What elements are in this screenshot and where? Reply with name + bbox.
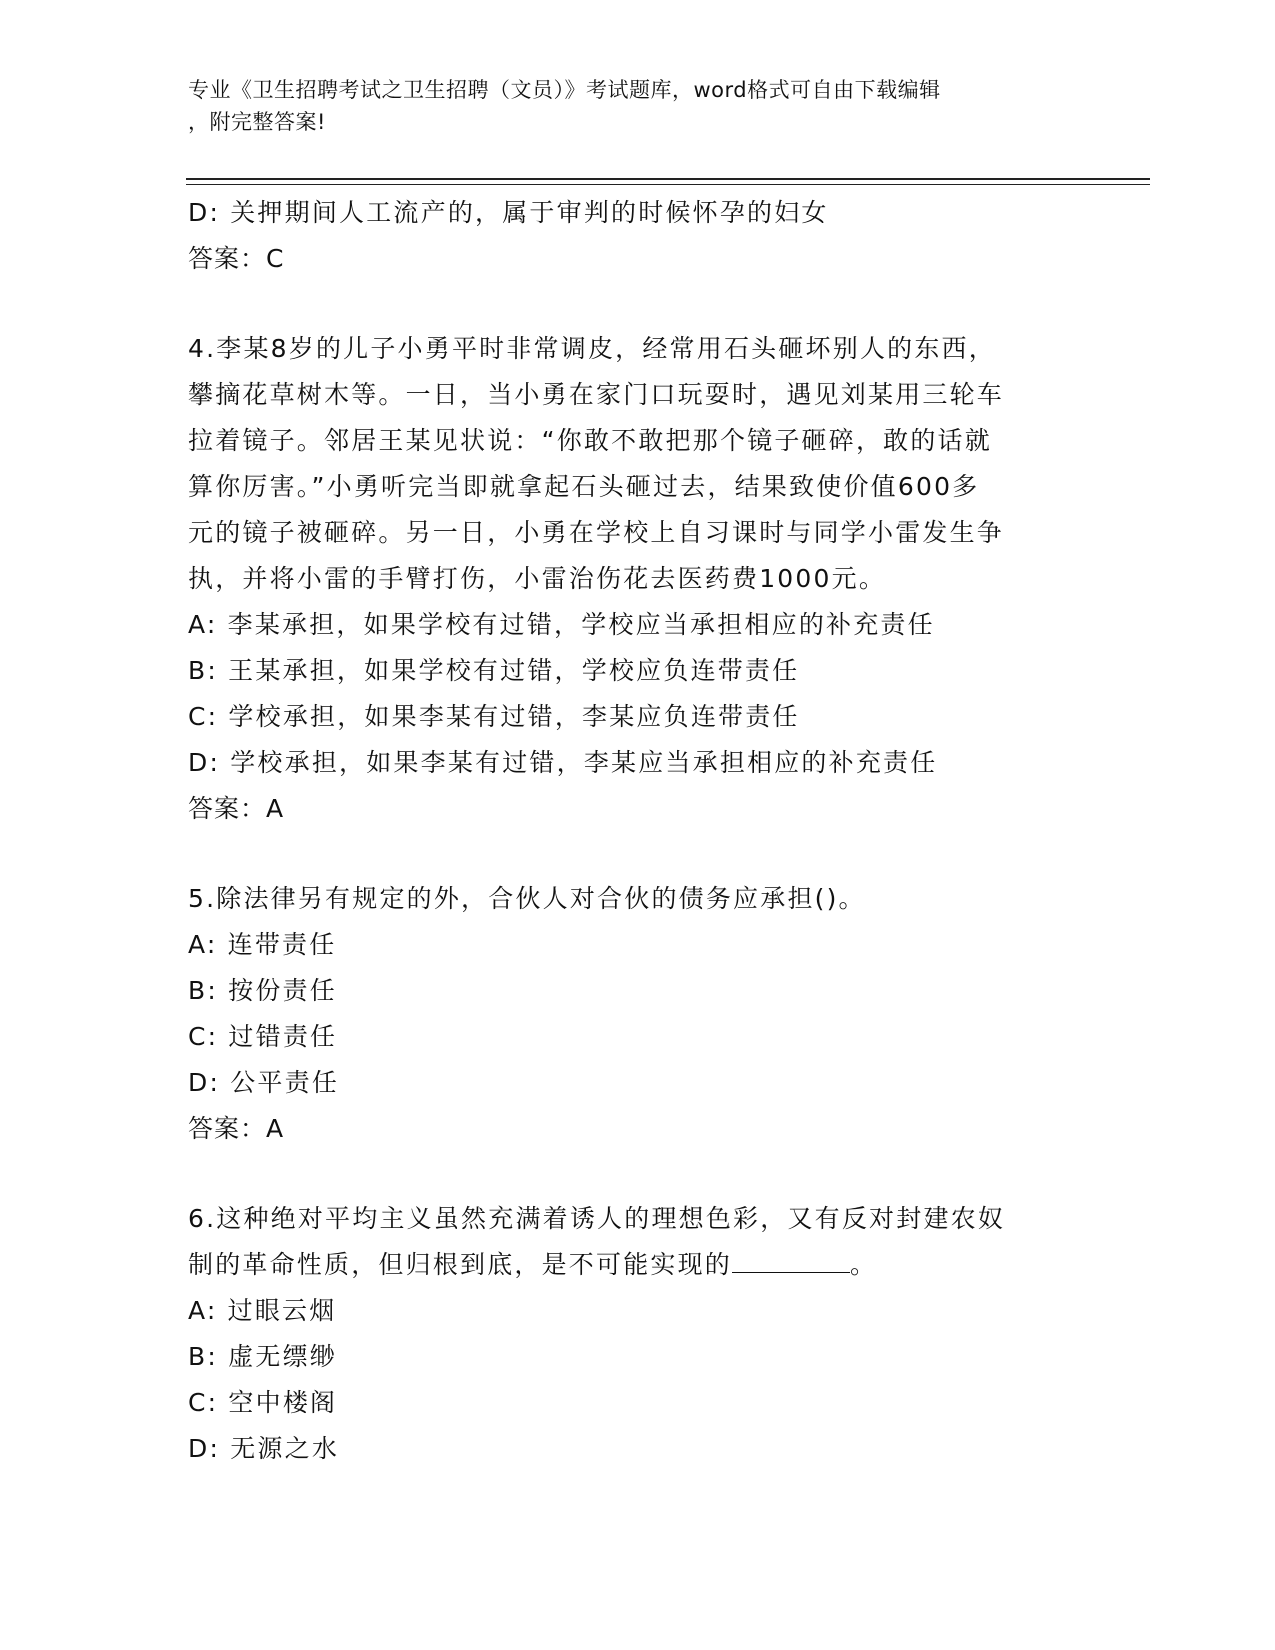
header-divider-thin (186, 184, 1150, 185)
question-6-stem-line: 6.这种绝对平均主义虽然充满着诱人的理想色彩，又有反对封建农奴 (188, 1204, 1006, 1233)
header-divider-thick (186, 178, 1150, 180)
question-6 (188, 1196, 1068, 1472)
question-4-stem-line: 执，并将小雷的手臂打伤，小雷治伤花去医药费1000元。 (188, 564, 887, 593)
question-6-stem-end: 。 (850, 1250, 878, 1279)
question-5 (188, 876, 1068, 1152)
question-4-stem-line: 拉着镜子。邻居王某见状说：“你敢不敢把那个镜子砸碎，敢的话就 (188, 426, 992, 455)
question-5-option-c: C: 过错责任 (188, 1022, 338, 1051)
question-5-option-d: D: 公平责任 (188, 1068, 340, 1097)
question-4 (188, 326, 1068, 832)
document-body (188, 190, 1068, 1472)
question-6-stem-line (188, 1242, 1068, 1288)
header-line-1: 专业《卫生招聘考试之卫生招聘（文员）》考试题库，word格式可自由下载编辑 (188, 78, 941, 102)
header-line-2: ，附完整答案! (188, 110, 326, 134)
prev-option-d: D: 关押期间人工流产的，属于审判的时候怀孕的妇女 (188, 198, 829, 227)
question-5-stem: 5.除法律另有规定的外，合伙人对合伙的债务应承担()。 (188, 884, 866, 913)
question-5-option-b: B: 按份责任 (188, 976, 337, 1005)
question-6-stem-text: 制的革命性质，但归根到底，是不可能实现的 (188, 1250, 733, 1279)
fill-in-blank (732, 1244, 850, 1273)
question-4-option-c: C: 学校承担，如果李某有过错，李某应负连带责任 (188, 702, 800, 731)
question-6-option-a: A: 过眼云烟 (188, 1296, 337, 1325)
question-4-stem-line: 元的镜子被砸碎。另一日，小勇在学校上自习课时与同学小雷发生争 (188, 518, 1005, 547)
question-4-option-a: A: 李某承担，如果学校有过错，学校应当承担相应的补充责任 (188, 610, 935, 639)
question-6-option-c: C: 空中楼阁 (188, 1388, 338, 1417)
question-4-stem-line: 4.李某8岁的儿子小勇平时非常调皮，经常用石头砸坏别人的东西， (188, 334, 996, 363)
question-6-option-d: D: 无源之水 (188, 1434, 340, 1463)
document-header (188, 74, 1068, 138)
question-4-answer: 答案：A (188, 794, 285, 823)
question-4-stem-line: 算你厉害。”小勇听完当即就拿起石头砸过去，结果致使价值600多 (188, 472, 980, 501)
question-6-option-b: B: 虚无缥缈 (188, 1342, 337, 1371)
question-4-option-b: B: 王某承担，如果学校有过错，学校应负连带责任 (188, 656, 800, 685)
question-5-option-a: A: 连带责任 (188, 930, 337, 959)
question-4-option-d: D: 学校承担，如果李某有过错，李某应当承担相应的补充责任 (188, 748, 938, 777)
question-4-stem-line: 攀摘花草树木等。一日，当小勇在家门口玩耍时，遇见刘某用三轮车 (188, 380, 1005, 409)
prev-answer: 答案：C (188, 244, 285, 273)
question-5-answer: 答案：A (188, 1114, 285, 1143)
